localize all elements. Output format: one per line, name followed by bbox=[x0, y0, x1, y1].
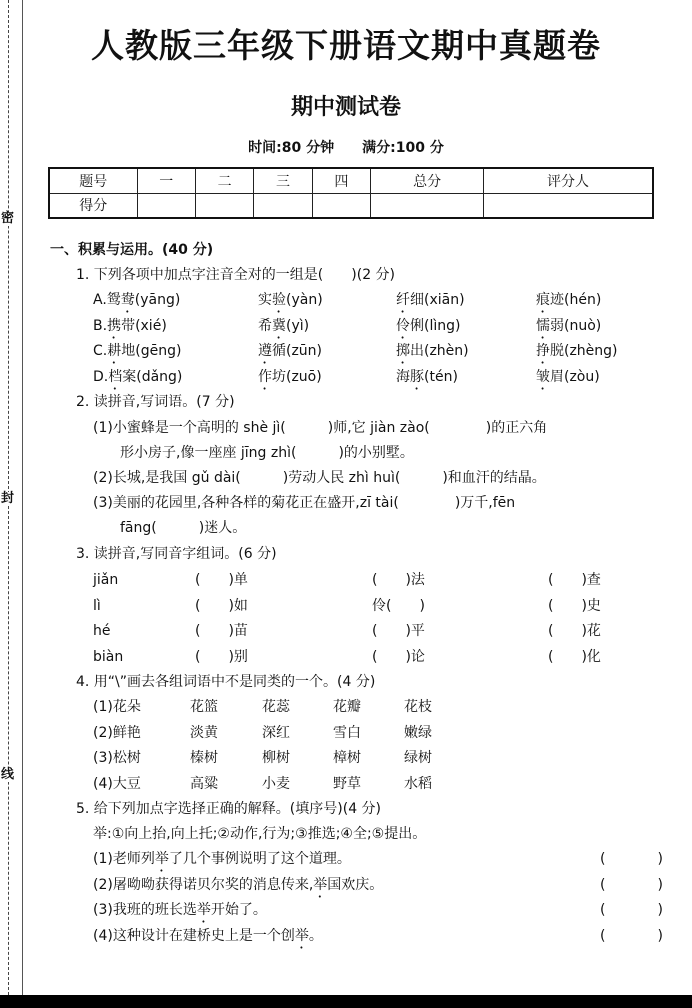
blank-word: ( )论 bbox=[372, 648, 425, 665]
score-cell[interactable] bbox=[312, 193, 370, 218]
bottom-edge bbox=[0, 995, 692, 1008]
text: 脱 bbox=[550, 343, 564, 359]
pinyin: (nuò) bbox=[564, 317, 602, 334]
word-option: 深红 bbox=[262, 724, 290, 741]
header-cell: 一 bbox=[137, 168, 195, 193]
word-option: (2)鲜艳 bbox=[93, 724, 141, 741]
blank-word: ( )史 bbox=[548, 597, 601, 614]
dotted-char: 挣 bbox=[536, 343, 550, 359]
dotted-char: 豚 bbox=[410, 368, 424, 385]
dotted-char: 携 bbox=[107, 317, 122, 334]
pinyin-label: jiǎn bbox=[93, 572, 119, 588]
question-2-stem: 2. 读拼音,写词语。(7 分) bbox=[76, 394, 235, 410]
option-item bbox=[396, 342, 469, 367]
blank-word: 伶( ) bbox=[372, 597, 425, 614]
header-cell: 三 bbox=[254, 168, 312, 193]
text: 国欢庆。 bbox=[327, 876, 384, 893]
text: (1)老师列 bbox=[93, 851, 155, 867]
question-3-stem: 3. 读拼音,写同音字组词。(6 分) bbox=[76, 546, 277, 562]
pinyin: (hén) bbox=[564, 292, 602, 308]
option-item bbox=[536, 317, 601, 342]
pinyin: (xiān) bbox=[424, 292, 465, 308]
dotted-char: 举 bbox=[154, 851, 169, 867]
pinyin: (xié) bbox=[135, 317, 167, 334]
pinyin: (tén) bbox=[424, 368, 458, 385]
answer-blank[interactable]: ( ) bbox=[600, 876, 671, 893]
dotted-char: 冀 bbox=[272, 317, 286, 334]
blank-word: ( )法 bbox=[372, 572, 425, 588]
seal-label-xian: 线 bbox=[1, 767, 15, 782]
pinyin-label: biàn bbox=[93, 648, 124, 665]
word-option: 花蕊 bbox=[262, 699, 290, 715]
text: 坊 bbox=[272, 368, 286, 385]
answer-blank[interactable]: ( ) bbox=[600, 902, 671, 918]
text: 俐 bbox=[410, 317, 424, 334]
blank-word: ( )查 bbox=[548, 572, 601, 588]
word-option: 嫩绿 bbox=[404, 724, 432, 741]
definition-list: 举:①向上抬,向上托;②动作,行为;③推选;④全;⑤提出。 bbox=[93, 826, 427, 842]
section-title: 一、积累与运用。(40 分) bbox=[50, 242, 214, 258]
pinyin: (zhèng) bbox=[564, 343, 618, 359]
dotted-char: 举 bbox=[196, 902, 211, 918]
pinyin: (dǎng) bbox=[136, 368, 183, 385]
word-option: 雪白 bbox=[333, 724, 361, 741]
score-row bbox=[49, 193, 653, 218]
sentence-item bbox=[93, 850, 351, 875]
option-item bbox=[396, 291, 465, 316]
blank-word: ( )平 bbox=[372, 623, 425, 639]
pinyin: (yàn) bbox=[286, 292, 323, 308]
question-2-line: (1)小蜜蜂是一个高明的 shè jì( )师,它 jiàn zào( )的正六角 bbox=[93, 420, 548, 436]
page-subtitle: 期中测试卷 bbox=[290, 95, 401, 120]
dotted-char: 遵 bbox=[258, 343, 272, 359]
seal-label-mi: 密 bbox=[1, 211, 15, 226]
word-option: 小麦 bbox=[262, 775, 290, 792]
text: 细 bbox=[410, 292, 424, 308]
word-option: 樟树 bbox=[333, 750, 361, 766]
word-option: 绿树 bbox=[404, 750, 432, 766]
dotted-char: 验 bbox=[272, 292, 286, 308]
word-option: 野草 bbox=[333, 775, 361, 792]
option-item bbox=[396, 368, 458, 393]
dotted-char: 纤 bbox=[396, 292, 410, 308]
text: 地 bbox=[121, 343, 136, 359]
word-option: 柳树 bbox=[262, 750, 290, 766]
score-cell[interactable] bbox=[195, 193, 253, 218]
text: 了几个事例说明了这个道理。 bbox=[168, 851, 351, 867]
header-cell: 题号 bbox=[49, 168, 137, 193]
option-item bbox=[536, 342, 618, 367]
text: 鸳 bbox=[106, 292, 121, 308]
pinyin: (lìng) bbox=[424, 317, 461, 334]
word-option: 花瓣 bbox=[333, 699, 361, 715]
text: 开始了。 bbox=[210, 902, 267, 918]
text: 迹 bbox=[550, 292, 564, 308]
option-item bbox=[536, 291, 601, 316]
text: (2)屠呦呦获得诺贝尔奖的消息传来, bbox=[93, 876, 314, 893]
score-row-label: 得分 bbox=[49, 193, 137, 218]
time-limit: 时间:80 分钟 bbox=[248, 140, 335, 156]
question-5-stem: 5. 给下列加点字选择正确的解释。(填序号)(4 分) bbox=[76, 801, 382, 817]
option-item bbox=[258, 291, 323, 316]
option-item bbox=[93, 291, 180, 316]
option-label: A. bbox=[93, 292, 107, 308]
option-item bbox=[536, 368, 600, 393]
exam-info bbox=[0, 137, 692, 157]
dotted-char: 痕 bbox=[536, 292, 550, 308]
question-1-stem: 1. 下列各项中加点字注音全对的一组是( )(2 分) bbox=[76, 267, 396, 283]
sentence-item bbox=[93, 901, 267, 926]
sentence-item bbox=[93, 876, 383, 901]
pinyin: (zūn) bbox=[286, 343, 323, 359]
dotted-char: 作 bbox=[258, 368, 272, 385]
pinyin: (yì) bbox=[286, 317, 310, 334]
score-cell[interactable] bbox=[371, 193, 484, 218]
seal-label-feng: 封 bbox=[1, 491, 15, 506]
answer-blank[interactable]: ( ) bbox=[600, 927, 671, 944]
question-2-line: (2)长城,是我国 gǔ dài( )劳动人民 zhì huì( )和血汗的结晶。 bbox=[93, 470, 546, 486]
pinyin: (gēng) bbox=[135, 343, 182, 359]
option-item bbox=[258, 368, 322, 393]
word-option: 淡黄 bbox=[190, 724, 218, 741]
word-option: (4)大豆 bbox=[93, 775, 141, 792]
score-cell[interactable] bbox=[484, 193, 653, 218]
text: 海 bbox=[396, 368, 410, 385]
option-item bbox=[258, 317, 309, 342]
text: 带 bbox=[121, 317, 136, 334]
option-item bbox=[93, 342, 181, 367]
option-label: C. bbox=[93, 343, 108, 359]
text: 出 bbox=[410, 343, 424, 359]
word-option: 高粱 bbox=[190, 775, 218, 792]
question-2-line: 形小房子,像一座座 jīng zhì( )的小别墅。 bbox=[120, 445, 414, 461]
dotted-char: 皱 bbox=[536, 368, 550, 385]
pinyin: (zhèn) bbox=[424, 343, 469, 359]
blank-word: ( )花 bbox=[548, 623, 601, 639]
word-option: 榛树 bbox=[190, 750, 218, 766]
dotted-char: 伶 bbox=[396, 317, 410, 334]
score-cell[interactable] bbox=[254, 193, 312, 218]
pinyin: (yāng) bbox=[134, 292, 181, 308]
text: 案 bbox=[122, 368, 137, 385]
option-item bbox=[258, 342, 322, 367]
header-cell: 四 bbox=[312, 168, 370, 193]
answer-blank[interactable]: ( ) bbox=[600, 851, 671, 867]
option-label: B. bbox=[93, 317, 108, 334]
header-cell: 评分人 bbox=[484, 168, 653, 193]
dotted-char: 懦 bbox=[536, 317, 550, 334]
text: 眉 bbox=[550, 368, 564, 385]
text: 希 bbox=[258, 317, 272, 334]
sentence-item bbox=[93, 927, 323, 952]
option-item bbox=[93, 317, 167, 342]
word-option: (3)松树 bbox=[93, 750, 141, 766]
option-item bbox=[396, 317, 460, 342]
word-option: (1)花朵 bbox=[93, 699, 141, 715]
text: 弱 bbox=[550, 317, 564, 334]
text: 循 bbox=[272, 343, 286, 359]
dotted-char: 档 bbox=[108, 368, 123, 385]
dotted-char: 举 bbox=[294, 927, 309, 944]
page-title: 人教版三年级下册语文期中真题卷 bbox=[91, 26, 601, 65]
dotted-char: 掷 bbox=[396, 343, 410, 359]
question-4-stem: 4. 用“\”画去各组词语中不是同类的一个。(4 分) bbox=[76, 674, 376, 690]
score-table bbox=[48, 167, 654, 219]
question-2-line: fāng( )迷人。 bbox=[120, 520, 247, 536]
pinyin-label: hé bbox=[93, 623, 111, 639]
blank-word: ( )如 bbox=[195, 597, 248, 614]
dotted-char: 鸯 bbox=[120, 292, 135, 308]
question-2-line: (3)美丽的花园里,各种各样的菊花正在盛开,zī tài( )万千,fēn bbox=[93, 495, 516, 511]
text: (3)我班的班长选 bbox=[93, 902, 197, 918]
pinyin: (zuō) bbox=[286, 368, 322, 385]
blank-word: ( )单 bbox=[195, 572, 248, 588]
header-cell: 总分 bbox=[371, 168, 484, 193]
word-option: 花篮 bbox=[190, 699, 218, 715]
score-cell[interactable] bbox=[137, 193, 195, 218]
text: 。 bbox=[308, 927, 323, 944]
header-cell: 二 bbox=[195, 168, 253, 193]
option-label: D. bbox=[93, 368, 109, 385]
dotted-char: 耕 bbox=[107, 343, 122, 359]
option-item bbox=[93, 368, 182, 393]
blank-word: ( )别 bbox=[195, 648, 248, 665]
word-option: 花枝 bbox=[404, 699, 432, 715]
text: (4)这种设计在建桥史上是一个创 bbox=[93, 927, 295, 944]
blank-word: ( )苗 bbox=[195, 623, 248, 639]
score-table-header bbox=[49, 168, 653, 193]
dotted-char: 举 bbox=[313, 876, 328, 893]
text: 实 bbox=[258, 292, 272, 308]
full-score: 满分:100 分 bbox=[362, 140, 444, 156]
word-option: 水稻 bbox=[404, 775, 432, 792]
blank-word: ( )化 bbox=[548, 648, 601, 665]
pinyin: (zòu) bbox=[564, 368, 600, 385]
pinyin-label: lì bbox=[93, 597, 101, 614]
